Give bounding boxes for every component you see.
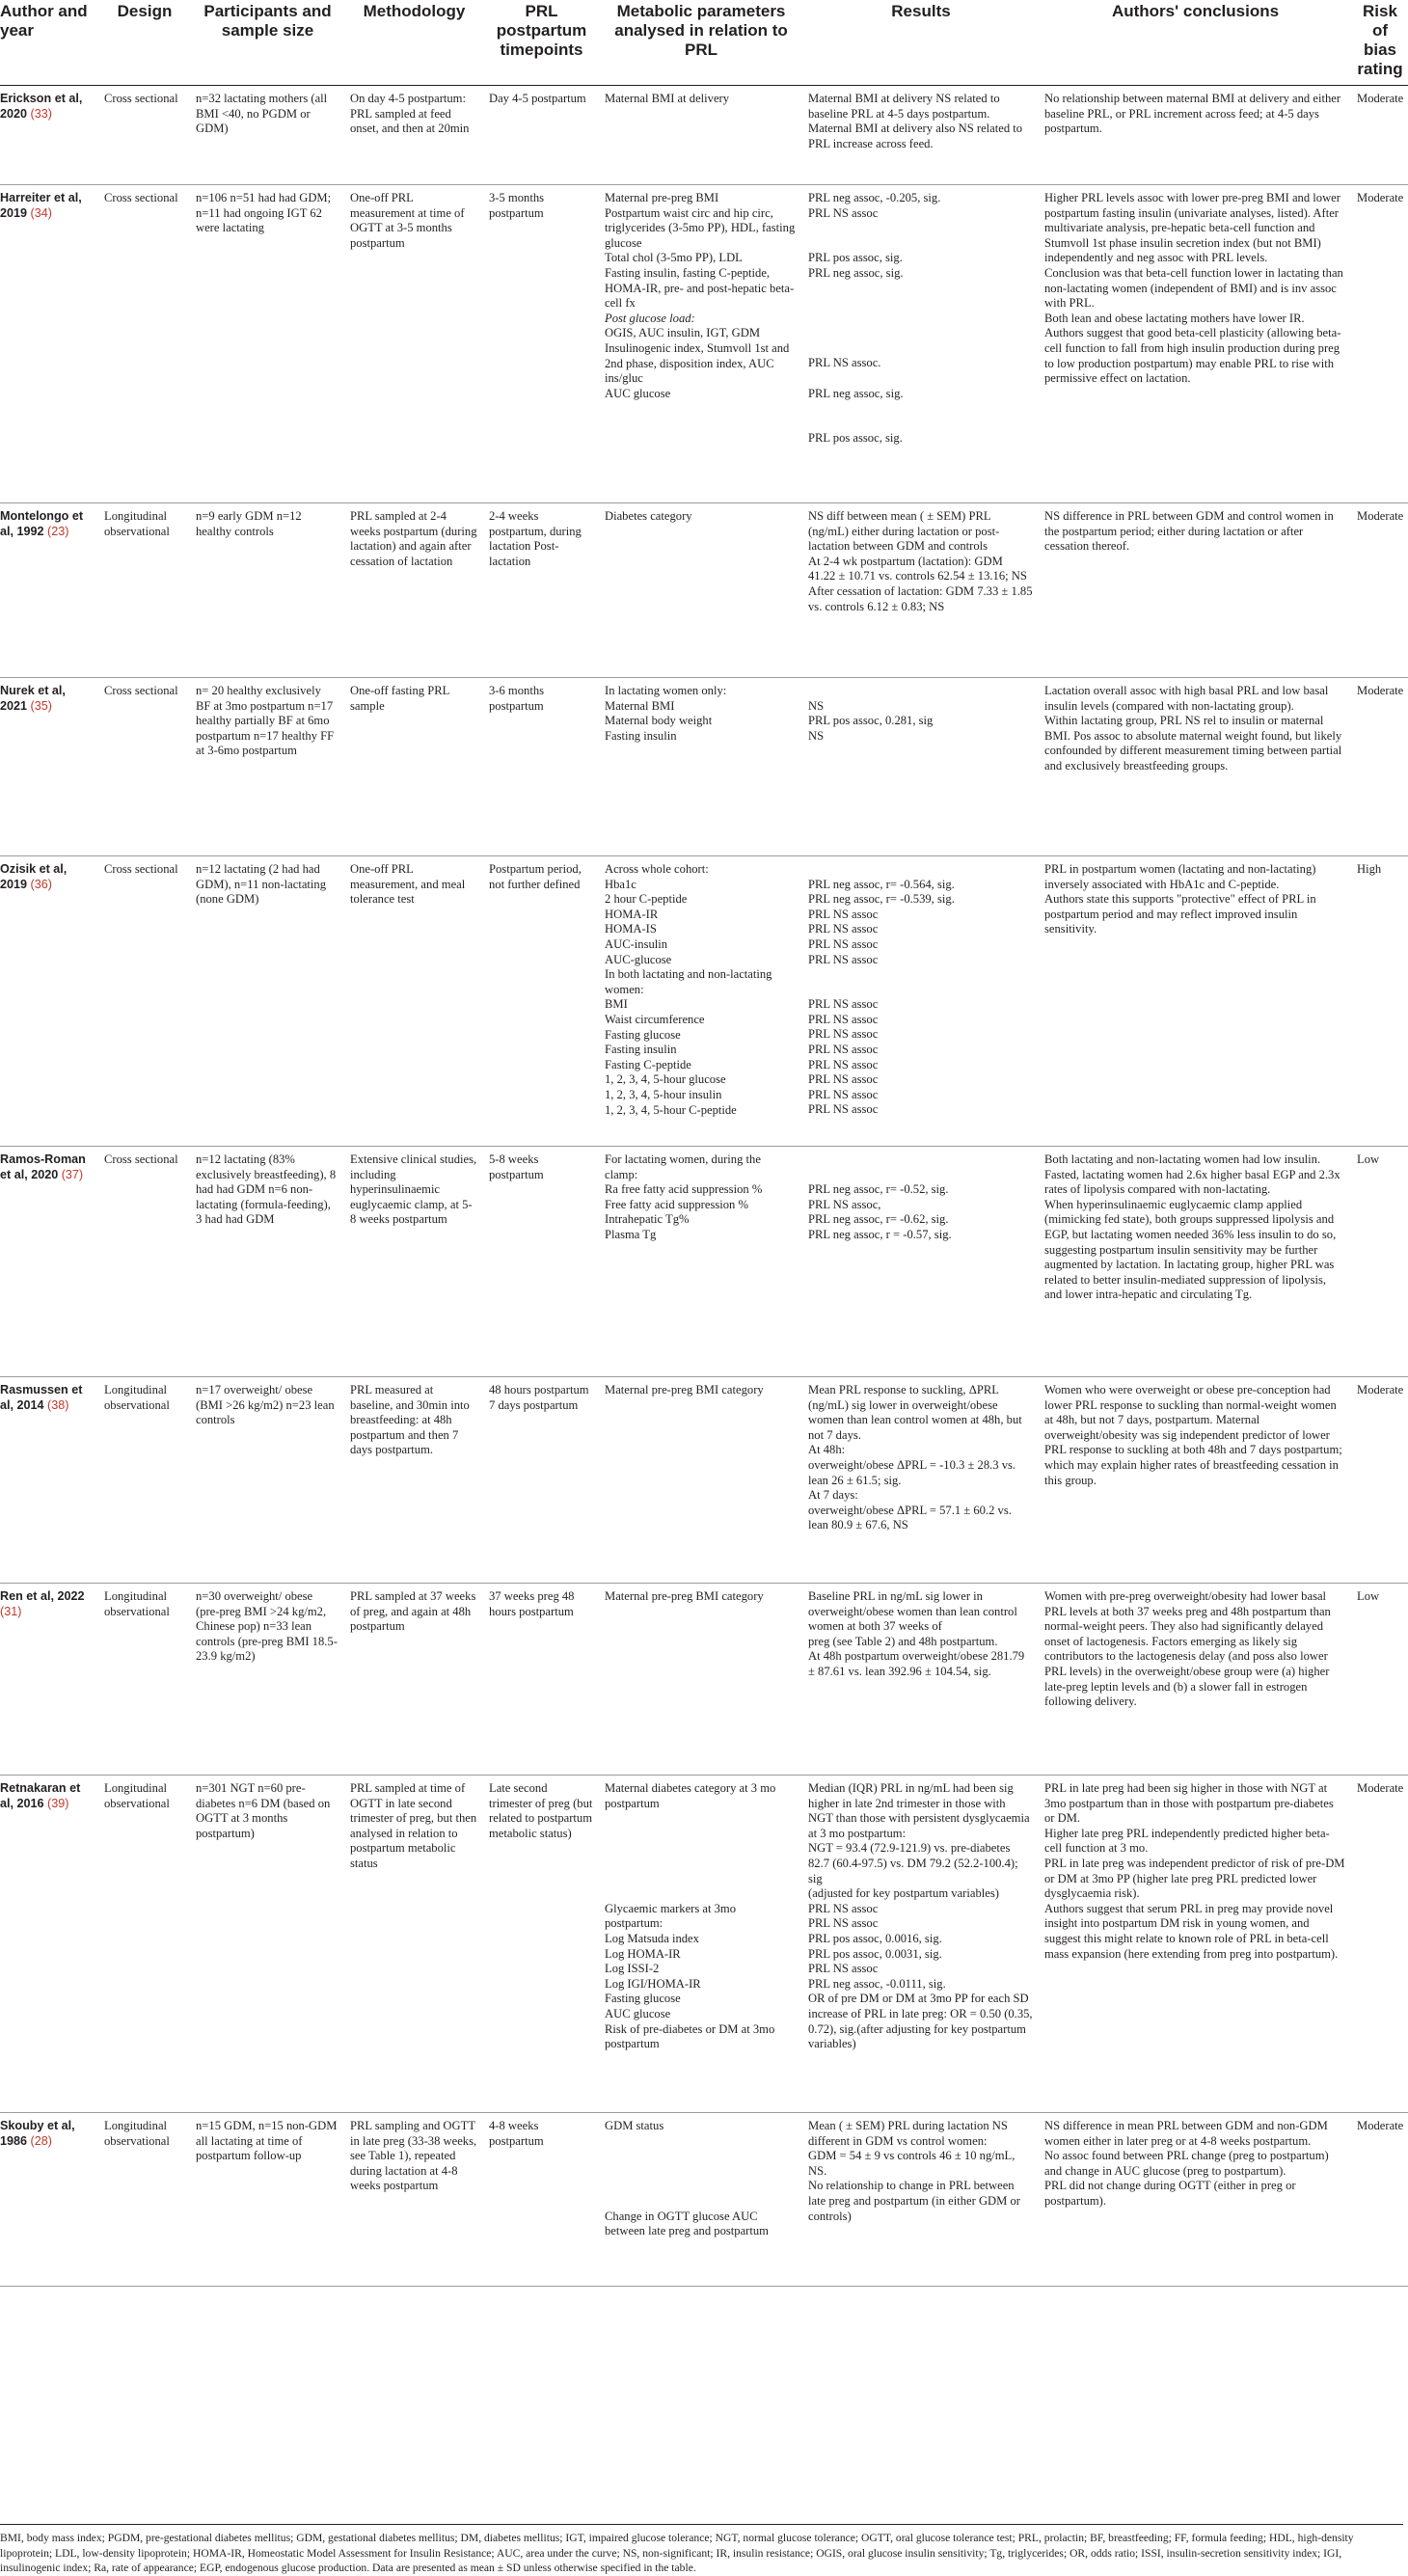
timepoints-cell: Postpartum period, not further defined <box>483 856 599 1147</box>
table-row <box>0 1584 1408 1776</box>
conclusions-cell: Lactation overall assoc with high basal PRL and low basal insulin levels (compared with non-lactating group). Within lactating group, PRL NS rel to insulin or maternal BMI. Pos assoc to absolute maternal weight found, but likely confounded by different measurement timing between partial and exclusively breastfeeding groups. <box>1039 678 1351 856</box>
reference-link[interactable]: (31) <box>0 1604 22 1618</box>
participants-cell: n=301 NGT n=60 pre-diabetes n=6 DM (based on OGTT at 3 months postpartum) <box>190 1776 344 2113</box>
risk-cell: Moderate <box>1351 86 1408 185</box>
reference-link[interactable]: (23) <box>47 524 69 538</box>
reference-link[interactable]: (37) <box>61 1167 84 1181</box>
conclusions-cell: PRL in late preg had been sig higher in those with NGT at 3mo postpartum than in those with postpartum pre-diabetes or DM. Higher late preg PRL independently predicted higher beta-cell function at 3 mo. PRL in late preg was independent predictor of risk of pre-DM or DM at 3mo PP (higher late preg PRL predicted lower dysglycaemia risk). Authors suggest that serum PRL in preg may provide novel insight into postpartum DM risk in young women, and suggest this might relate to known role of PRL in beta-cell mass expansion (here extending from preg into postpartum). <box>1039 1776 1351 2113</box>
header-author: Author and year <box>0 0 98 86</box>
design-cell: Longitudinal observational <box>98 1377 190 1584</box>
table-row <box>0 856 1408 1147</box>
header-metabolic: Metabolic parameters analysed in relation to PRL <box>599 0 802 86</box>
table-row <box>0 1776 1408 2113</box>
table-row <box>0 503 1408 678</box>
conclusions-cell: NS difference in PRL between GDM and control women in the postpartum period; either during lactation or after cessation thereof. <box>1039 503 1351 678</box>
participants-cell: n=32 lactating mothers (all BMI <40, no PGDM or GDM) <box>190 86 344 185</box>
design-cell: Longitudinal observational <box>98 1776 190 2113</box>
design-cell: Cross sectional <box>98 86 190 185</box>
table-row <box>0 1377 1408 1584</box>
participants-cell: n= 20 healthy exclusively BF at 3mo postpartum n=17 healthy partially BF at 6mo postpartum n=17 healthy FF at 3-6mo postpartum <box>190 678 344 856</box>
participants-cell: n=12 lactating (83% exclusively breastfeeding), 8 had had GDM n=6 non-lactating (formula-feeding), 3 had had GDM <box>190 1147 344 1377</box>
header-conclusions: Authors' conclusions <box>1039 0 1351 86</box>
conclusions-cell: Higher PRL levels assoc with lower pre-preg BMI and lower postpartum fasting insulin (univariate analyses, listed). After multivariate analysis, pre-hepatic beta-cell function and Stumvoll 1st phase insulin secretion index (but not BMI) independently and neg assoc with PRL levels. Conclusion was that beta-cell function lower in lactating than non-lactating women (independent of BMI) and is inv assoc with PRL. Both lean and obese lactating mothers have lower IR. Authors suggest that good beta-cell plasticity (allowing beta-cell function to fall from high insulin production during preg to low production postpartum) may enable PRL to rise with permissive effect on lactation. <box>1039 185 1351 503</box>
author-cell: Rasmussen et al, 2014 (38) <box>0 1377 98 1584</box>
metabolic-cell: Maternal pre-preg BMI category <box>599 1377 802 1584</box>
table-row <box>0 185 1408 503</box>
conclusions-cell: NS difference in mean PRL between GDM and non-GDM women either in later preg or at 4-8 weeks postpartum. No assoc found between PRL change (preg to postpartum) and change in AUC glucose (preg to postpartum). PRL did not change during OGTT (either in preg or postpartum). <box>1039 2113 1351 2287</box>
risk-cell: Moderate <box>1351 1377 1408 1584</box>
methodology-cell: Extensive clinical studies, including hyperinsulinaemic euglycaemic clamp, at 5-8 weeks postpartum <box>344 1147 483 1377</box>
header-design: Design <box>98 0 190 86</box>
author-cell: Erickson et al, 2020 (33) <box>0 86 98 185</box>
design-cell: Cross sectional <box>98 185 190 503</box>
metabolic-cell: Maternal BMI at delivery <box>599 86 802 185</box>
risk-cell: Moderate <box>1351 678 1408 856</box>
timepoints-cell: 4-8 weeks postpartum <box>483 2113 599 2287</box>
results-cell: Mean ( ± SEM) PRL during lactation NS different in GDM vs control women: GDM = 54 ± 9 vs controls 46 ± 10 ng/mL, NS. No relationship to change in PRL between late preg and postpartum (in either GDM or controls) <box>802 2113 1039 2287</box>
methodology-cell: PRL sampled at 37 weeks of preg, and again at 48h postpartum <box>344 1584 483 1776</box>
participants-cell: n=12 lactating (2 had had GDM), n=11 non-lactating (none GDM) <box>190 856 344 1147</box>
results-cell: PRL neg assoc, -0.205, sig. PRL NS assoc PRL pos assoc, sig. PRL neg assoc, sig. PRL NS assoc. PRL neg assoc, sig. PRL pos assoc, sig. <box>802 185 1039 503</box>
methodology-cell: PRL sampling and OGTT in late preg (33-38 weeks, see Table 1), repeated during lactation at 4-8 weeks postpartum <box>344 2113 483 2287</box>
metabolic-cell: GDM status Change in OGTT glucose AUC between late preg and postpartum <box>599 2113 802 2287</box>
results-cell: PRL neg assoc, r= -0.564, sig. PRL neg assoc, r= -0.539, sig. PRL NS assoc PRL NS assoc PRL NS assoc PRL NS assoc PRL NS assoc PRL NS assoc PRL NS assoc PRL NS assoc PRL NS assoc PRL NS assoc PRL NS assoc PRL NS assoc <box>802 856 1039 1147</box>
author-cell: Montelongo et al, 1992 (23) <box>0 503 98 678</box>
author-cell: Ramos-Roman et al, 2020 (37) <box>0 1147 98 1377</box>
timepoints-cell: Day 4-5 postpartum <box>483 86 599 185</box>
risk-cell: Moderate <box>1351 2113 1408 2287</box>
conclusions-cell: Both lactating and non-lactating women had low insulin. Fasted, lactating women had 2.6x higher basal EGP and 2.3x rates of lipolysis compared with non-lactating. When hyperinsulinaemic euglycaemic clamp applied (mimicking fed state), both groups suppressed lipolysis and EGP, but lactating women needed 36% less insulin to do so, suggesting postpartum insulin sensitivity may be further augmented by lactation. In lactating group, higher PRL was related to better insulin-mediated suppression of lipolysis, and lower intra-hepatic and circulating Tg. <box>1039 1147 1351 1377</box>
conclusions-cell: No relationship between maternal BMI at delivery and either baseline PRL, or PRL increment across feed; at 4-5 days postpartum. <box>1039 86 1351 185</box>
reference-link[interactable]: (39) <box>47 1796 69 1810</box>
metabolic-cell: Maternal diabetes category at 3 mo postpartum Glycaemic markers at 3mo postpartum: Log Matsuda index Log HOMA-IR Log ISSI-2 Log IGI/HOMA-IR Fasting glucose AUC glucose Risk of pre-diabetes or DM at 3mo postpartum <box>599 1776 802 2113</box>
risk-cell: Moderate <box>1351 185 1408 503</box>
reference-link[interactable]: (33) <box>30 106 52 121</box>
conclusions-cell: PRL in postpartum women (lactating and non-lactating) inversely associated with HbA1c and C-peptide. Authors state this supports "protective" effect of PRL in postpartum period and may reflect improved insulin sensitivity. <box>1039 856 1351 1147</box>
metabolic-cell: Maternal pre-preg BMI category <box>599 1584 802 1776</box>
design-cell: Cross sectional <box>98 678 190 856</box>
table-header-row <box>0 0 1408 86</box>
timepoints-cell: 48 hours postpartum 7 days postpartum <box>483 1377 599 1584</box>
reference-link[interactable]: (34) <box>30 205 52 220</box>
design-cell: Longitudinal observational <box>98 1584 190 1776</box>
results-cell: PRL neg assoc, r= -0.52, sig. PRL NS assoc, PRL neg assoc, r= -0.62, sig. PRL neg assoc, r = -0.57, sig. <box>802 1147 1039 1377</box>
results-cell: Maternal BMI at delivery NS related to baseline PRL at 4-5 days postpartum. Maternal BMI at delivery also NS related to PRL increase across feed. <box>802 86 1039 185</box>
results-cell: Median (IQR) PRL in ng/mL had been sig higher in late 2nd trimester in those with NGT than those with persistent dysglycaemia at 3 mo postpartum: NGT = 93.4 (72.9-121.9) vs. pre-diabetes 82.7 (60.4-97.5) vs. DM 79.2 (52.2-100.4); sig (adjusted for key postpartum variables) PRL NS assoc PRL NS assoc PRL pos assoc, 0.0016, sig. PRL pos assoc, 0.0031, sig. PRL NS assoc PRL neg assoc, -0.0111, sig. OR of pre DM or DM at 3mo PP for each SD increase of PRL in late preg: OR = 0.50 (0.35, 0.72), sig.(after adjusting for key postpartum variables) <box>802 1776 1039 2113</box>
results-cell: NS PRL pos assoc, 0.281, sig NS <box>802 678 1039 856</box>
reference-link[interactable]: (38) <box>47 1397 69 1412</box>
metabolic-cell: Diabetes category <box>599 503 802 678</box>
timepoints-cell: 3-6 months postpartum <box>483 678 599 856</box>
timepoints-cell: Late second trimester of preg (but related to postpartum metabolic status) <box>483 1776 599 2113</box>
author-cell: Retnakaran et al, 2016 (39) <box>0 1776 98 2113</box>
table-row <box>0 1147 1408 1377</box>
table-row <box>0 678 1408 856</box>
participants-cell: n=15 GDM, n=15 non-GDM all lactating at time of postpartum follow-up <box>190 2113 344 2287</box>
header-timepoints: PRL postpartum timepoints <box>483 0 599 86</box>
results-cell: Baseline PRL in ng/mL sig lower in overweight/obese women than lean control women at both 37 weeks of preg (see Table 2) and 48h postpartum. At 48h postpartum overweight/obese 281.79 ± 87.61 vs. lean 392.96 ± 104.54, sig. <box>802 1584 1039 1776</box>
conclusions-cell: Women with pre-preg overweight/obesity had lower basal PRL levels at both 37 weeks preg and 48h postpartum than normal-weight peers. They also had significantly delayed onset of lactogenesis. Factors emerging as likely sig contributors to the lactogenesis delay (and poss also lower PRL levels) in the overweight/obese group were (a) higher late-preg leptin levels and (b) a slower fall in estrogen following delivery. <box>1039 1584 1351 1776</box>
timepoints-cell: 3-5 months postpartum <box>483 185 599 503</box>
methodology-cell: One-off PRL measurement at time of OGTT at 3-5 months postpartum <box>344 185 483 503</box>
design-cell: Cross sectional <box>98 1147 190 1377</box>
author-cell: Nurek et al, 2021 (35) <box>0 678 98 856</box>
author-cell: Ren et al, 2022 (31) <box>0 1584 98 1776</box>
risk-cell: Moderate <box>1351 503 1408 678</box>
table-row <box>0 2113 1408 2287</box>
metabolic-cell: Maternal pre-preg BMI Postpartum waist circ and hip circ, triglycerides (3-5mo PP), HDL, fasting glucose Total chol (3-5mo PP), LDL Fasting insulin, fasting C-peptide, HOMA-IR, pre- and post-hepatic beta-cell fx Post glucose load: OGIS, AUC insulin, IGT, GDM Insulinogenic index, Stumvoll 1st and 2nd phase, disposition index, AUC ins/gluc AUC glucose <box>599 185 802 503</box>
design-cell: Cross sectional <box>98 856 190 1147</box>
timepoints-cell: 2-4 weeks postpartum, during lactation Post-lactation <box>483 503 599 678</box>
timepoints-cell: 5-8 weeks postpartum <box>483 1147 599 1377</box>
header-risk: Risk of bias rating <box>1351 0 1408 86</box>
participants-cell: n=106 n=51 had had GDM; n=11 had ongoing IGT 62 were lactating <box>190 185 344 503</box>
risk-cell: Moderate <box>1351 1776 1408 2113</box>
conclusions-cell: Women who were overweight or obese pre-conception had lower PRL response to suckling than normal-weight women at 48h, but not 7 days, postpartum. Maternal overweight/obesity was sig independent predictor of lower PRL response to suckling at both 48h and 7 days postpartum; which may explain higher rates of breastfeeding cessation in this group. <box>1039 1377 1351 1584</box>
methodology-cell: PRL measured at baseline, and 30min into breastfeeding: at 48h postpartum and then 7 days postpartum. <box>344 1377 483 1584</box>
risk-cell: Low <box>1351 1584 1408 1776</box>
methodology-cell: One-off PRL measurement, and meal tolerance test <box>344 856 483 1147</box>
metabolic-cell: In lactating women only: Maternal BMI Maternal body weight Fasting insulin <box>599 678 802 856</box>
design-cell: Longitudinal observational <box>98 2113 190 2287</box>
timepoints-cell: 37 weeks preg 48 hours postpartum <box>483 1584 599 1776</box>
reference-link[interactable]: (36) <box>30 877 52 891</box>
table-row <box>0 86 1408 185</box>
author-cell: Ozisik et al, 2019 (36) <box>0 856 98 1147</box>
header-results: Results <box>802 0 1039 86</box>
methodology-cell: PRL sampled at 2-4 weeks postpartum (during lactation) and again after cessation of lactation <box>344 503 483 678</box>
author-cell: Harreiter et al, 2019 (34) <box>0 185 98 503</box>
reference-link[interactable]: (28) <box>30 2133 52 2148</box>
participants-cell: n=17 overweight/ obese (BMI >26 kg/m2) n=23 lean controls <box>190 1377 344 1584</box>
methodology-cell: One-off fasting PRL sample <box>344 678 483 856</box>
results-cell: Mean PRL response to suckling, ΔPRL (ng/mL) sig lower in overweight/obese women than lean control women at 48h, but not 7 days. At 48h: overweight/obese ΔPRL = -10.3 ± 28.3 vs. lean 26 ± 61.5; sig. At 7 days: overweight/obese ΔPRL = 57.1 ± 60.2 vs. lean 80.9 ± 67.6, NS <box>802 1377 1039 1584</box>
participants-cell: n=9 early GDM n=12 healthy controls <box>190 503 344 678</box>
author-cell: Skouby et al, 1986 (28) <box>0 2113 98 2287</box>
participants-cell: n=30 overweight/ obese (pre-preg BMI >24 kg/m2, Chinese pop) n=33 lean controls (pre-preg BMI 18.5-23.9 kg/m2) <box>190 1584 344 1776</box>
design-cell: Longitudinal observational <box>98 503 190 678</box>
results-cell: NS diff between mean ( ± SEM) PRL (ng/mL) either during lactation or post-lactation between GDM and controls At 2-4 wk postpartum (lactation): GDM 41.22 ± 10.71 vs. controls 62.54 ± 13.16; NS After cessation of lactation: GDM 7.33 ± 1.85 vs. controls 6.12 ± 0.83; NS <box>802 503 1039 678</box>
methodology-cell: On day 4-5 postpartum: PRL sampled at feed onset, and then at 20min <box>344 86 483 185</box>
metabolic-cell: For lactating women, during the clamp: Ra free fatty acid suppression % Free fatty acid suppression % Intrahepatic Tg% Plasma Tg <box>599 1147 802 1377</box>
metabolic-cell: Across whole cohort: Hba1c 2 hour C-peptide HOMA-IR HOMA-IS AUC-insulin AUC-glucose In both lactating and non-lactating women: BMI Waist circumference Fasting glucose Fasting insulin Fasting C-peptide 1, 2, 3, 4, 5-hour glucose 1, 2, 3, 4, 5-hour insulin 1, 2, 3, 4, 5-hour C-peptide <box>599 856 802 1147</box>
risk-cell: High <box>1351 856 1408 1147</box>
reference-link[interactable]: (35) <box>30 698 52 713</box>
methodology-cell: PRL sampled at time of OGTT in late second trimester of preg, but then analysed in relation to postpartum metabolic status <box>344 1776 483 2113</box>
header-methodology: Methodology <box>344 0 483 86</box>
header-participants: Participants and sample size <box>190 0 344 86</box>
table-footnote: BMI, body mass index; PGDM, pre-gestational diabetes mellitus; GDM, gestational diabetes mellitus; DM, diabetes mellitus; IGT, impaired glucose tolerance; NGT, normal glucose tolerance; OGTT, oral glucose tolerance test; PRL, prolactin; BF, breastfeeding; FF, formula feeding; HDL, high-density lipoprotein; LDL, low-density lipoprotein; HOMA-IR, Homeostatic Model Assessment for Insulin Resistance; AUC, area under the curve; NS, non-significant; IR, insulin resistance; OGIS, oral glucose insulin sensitivity; Tg, triglycerides; OR, odds ratio; ISSI, insulin-secretion sensitivity index; IGI, insulinogenic index; Ra, rate of appearance; EGP, endogenous glucose production. Data are presented as mean ± SD unless otherwise specified in the table. <box>0 2524 1403 2576</box>
risk-cell: Low <box>1351 1147 1408 1377</box>
